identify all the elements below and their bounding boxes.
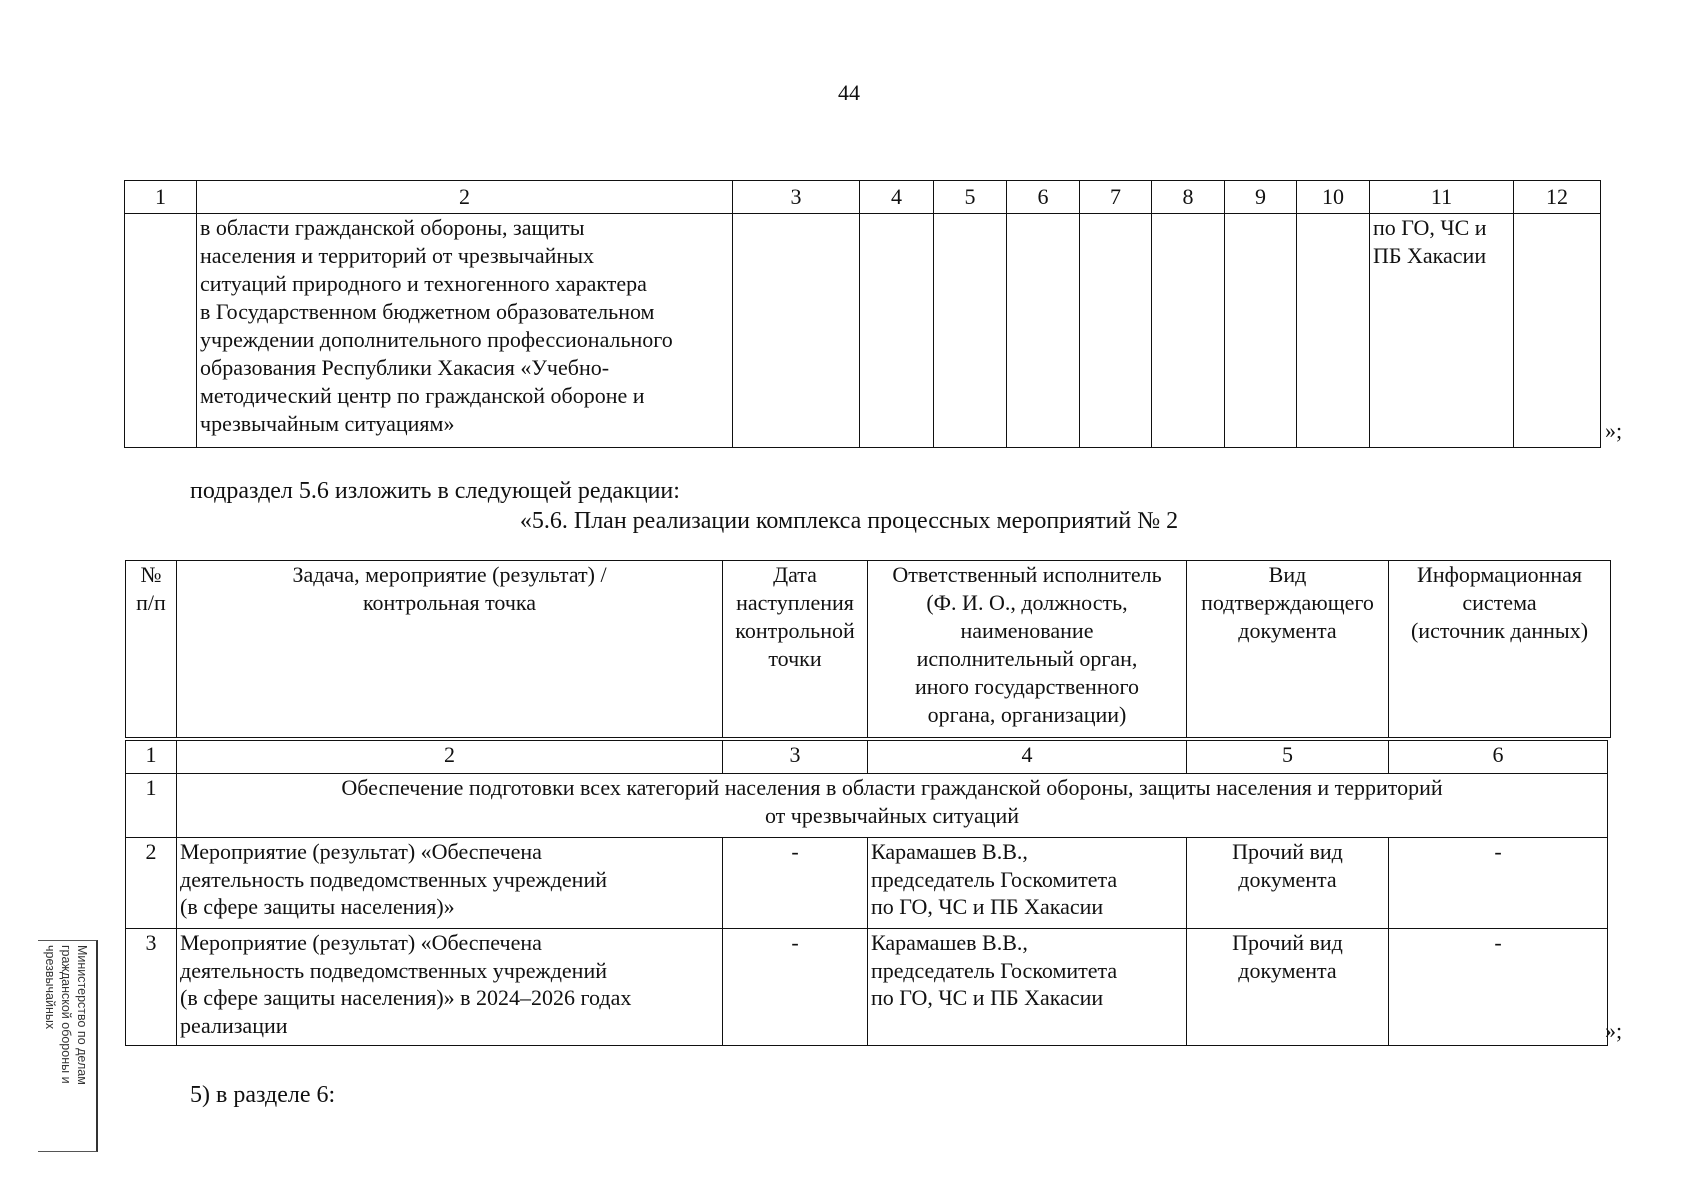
cell-line: в области гражданской обороны, защиты — [200, 215, 585, 240]
col-header: 11 — [1370, 181, 1514, 214]
responsible-cell — [868, 929, 1187, 1046]
cell-line: председатель Госкомитета — [871, 957, 1118, 983]
header-line: контрольная точка — [362, 590, 537, 615]
continuation-table — [124, 180, 1601, 448]
header-line: подтверждающего — [1201, 590, 1374, 615]
col-header: 10 — [1297, 181, 1370, 214]
table-cell — [1007, 214, 1080, 448]
table-cell — [934, 214, 1007, 448]
col-number: 6 — [1389, 741, 1608, 774]
table-cell — [733, 214, 860, 448]
table-row — [126, 774, 1608, 838]
cell-line: Мероприятие (результат) «Обеспечена — [180, 839, 542, 864]
cell-line: деятельность подведомственных учреждений — [180, 866, 608, 892]
cell-line: Мероприятие (результат) «Обеспечена — [180, 930, 542, 955]
table-cell — [1080, 214, 1152, 448]
cell-line: по ГО, ЧС и ПБ Хакасии — [871, 894, 1104, 919]
table-cell — [125, 214, 197, 448]
col-header: 2 — [197, 181, 733, 214]
closing-quote: »; — [1605, 1018, 1623, 1043]
col-header: 6 — [1007, 181, 1080, 214]
header-cell-task — [177, 561, 723, 738]
header-line: Вид — [1268, 562, 1307, 587]
table-cell — [1514, 214, 1601, 448]
document-cell — [1187, 929, 1389, 1046]
cell-line: деятельность подведомственных учреждений — [180, 957, 608, 983]
header-line: наименование — [960, 618, 1094, 643]
cell-line: Прочий вид — [1232, 839, 1343, 864]
cell-line: Прочий вид — [1232, 930, 1343, 955]
cell-line: учреждении дополнительного профессионального — [200, 327, 673, 352]
column-number-row — [125, 181, 1601, 214]
row-number: 2 — [126, 838, 177, 929]
cell-line: по ГО, ЧС и — [1373, 215, 1487, 240]
cell-line: документа — [1238, 957, 1337, 983]
col-number: 5 — [1187, 741, 1389, 774]
closing-quote: »; — [1605, 418, 1623, 443]
header-cell-date — [723, 561, 868, 738]
plan-table-header — [125, 560, 1611, 738]
cell-line: документа — [1238, 866, 1337, 892]
header-row — [126, 561, 1611, 738]
header-line: Задача, мероприятие (результат) / — [292, 562, 607, 587]
cell-line: населения и территорий от чрезвычайных — [200, 243, 594, 268]
table-cell — [1152, 214, 1225, 448]
table-cell — [197, 214, 733, 448]
system-cell: - — [1389, 838, 1608, 929]
header-cell-document — [1187, 561, 1389, 738]
row-number: 1 — [126, 774, 177, 838]
column-number-row — [126, 741, 1608, 774]
header-line: исполнительный орган, — [916, 646, 1138, 671]
header-cell-number — [126, 561, 177, 738]
cell-line: по ГО, ЧС и ПБ Хакасии — [871, 985, 1104, 1010]
registration-stamp — [38, 940, 98, 1152]
header-cell-responsible — [868, 561, 1187, 738]
col-number: 1 — [126, 741, 177, 774]
paragraph: подраздел 5.6 изложить в следующей редакции: — [190, 478, 680, 504]
header-cell-system — [1389, 561, 1611, 738]
stamp-line: гражданской обороны и чрезвычайных — [43, 945, 73, 1084]
cell-line: образования Республики Хакасия «Учебно- — [200, 355, 610, 380]
col-header: 4 — [860, 181, 934, 214]
col-header: 3 — [733, 181, 860, 214]
table-cell — [1370, 214, 1514, 448]
header-line: документа — [1238, 618, 1337, 643]
cell-line: ПБ Хакасии — [1373, 243, 1487, 268]
col-header: 7 — [1080, 181, 1152, 214]
col-number: 2 — [177, 741, 723, 774]
cell-line: (в сфере защиты населения)» в 2024–2026 годах — [180, 985, 632, 1010]
table-cell — [860, 214, 934, 448]
header-line: (Ф. И. О., должность, — [926, 590, 1128, 615]
responsible-cell — [868, 838, 1187, 929]
cell-line: (в сфере защиты населения)» — [180, 894, 455, 919]
row-number: 3 — [126, 929, 177, 1046]
event-cell — [177, 929, 723, 1046]
header-line: иного государственного — [914, 674, 1140, 699]
stamp-text — [38, 941, 96, 1151]
cell-line: от чрезвычайных ситуаций — [764, 802, 1020, 828]
header-line: Информационная — [1416, 562, 1583, 587]
col-header: 5 — [934, 181, 1007, 214]
cell-line: Обеспечение подготовки всех категорий населения в области гражданской обороны, защиты населения и территорий — [341, 775, 1443, 800]
cell-line: председатель Госкомитета — [871, 866, 1118, 892]
col-header: 1 — [125, 181, 197, 214]
table-row — [125, 214, 1601, 448]
cell-line: ситуаций природного и техногенного характера — [200, 271, 647, 296]
table-row — [126, 929, 1608, 1046]
paragraph: 5) в разделе 6: — [190, 1082, 336, 1108]
header-line: Ответственный исполнитель — [892, 562, 1162, 587]
col-header: 9 — [1225, 181, 1297, 214]
header-line: система — [1462, 590, 1537, 615]
event-cell — [177, 838, 723, 929]
date-cell: - — [723, 838, 868, 929]
header-line: № — [140, 562, 162, 587]
date-cell: - — [723, 929, 868, 1046]
plan-table — [125, 740, 1608, 1046]
header-line: точки — [768, 646, 822, 671]
page-number: 44 — [838, 80, 860, 105]
task-title — [177, 774, 1608, 838]
col-header: 8 — [1152, 181, 1225, 214]
cell-line: Карамашев В.В., — [871, 839, 1028, 864]
cell-line: методический центр по гражданской обороне и — [200, 383, 645, 408]
col-number: 4 — [868, 741, 1187, 774]
col-number: 3 — [723, 741, 868, 774]
section-title: «5.6. План реализации комплекса процессных мероприятий № 2 — [519, 508, 1179, 534]
header-line: Дата — [773, 562, 817, 587]
header-line: (источник данных) — [1410, 618, 1589, 643]
stamp-line: Министерство по делам — [75, 945, 89, 1085]
header-line: органа, организации) — [927, 702, 1127, 727]
document-cell — [1187, 838, 1389, 929]
col-header: 12 — [1514, 181, 1601, 214]
cell-line: реализации — [180, 1012, 288, 1038]
header-line: наступления — [736, 590, 854, 615]
system-cell: - — [1389, 929, 1608, 1046]
table-row — [126, 838, 1608, 929]
table-cell — [1297, 214, 1370, 448]
header-line: п/п — [136, 590, 166, 615]
header-line: контрольной — [735, 618, 855, 643]
cell-line: в Государственном бюджетном образовательном — [200, 299, 655, 324]
table-cell — [1225, 214, 1297, 448]
cell-line: Карамашев В.В., — [871, 930, 1028, 955]
cell-line: чрезвычайным ситуациям» — [200, 411, 455, 436]
